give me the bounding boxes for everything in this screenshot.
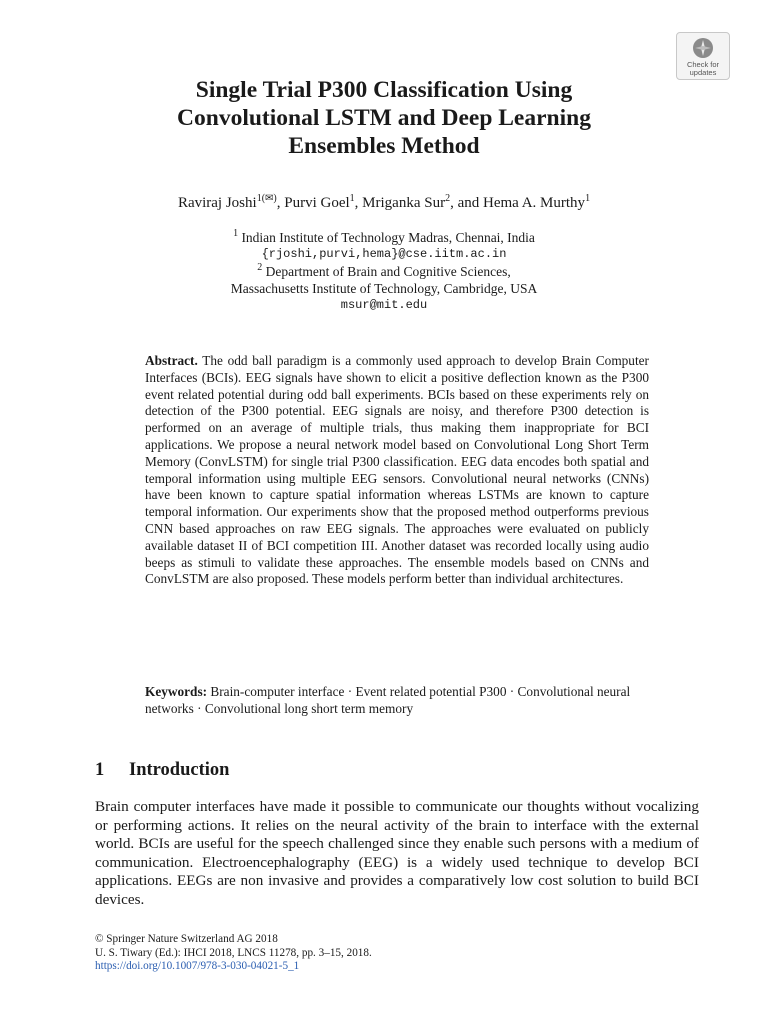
author-name: Purvi Goel xyxy=(284,195,350,211)
section-heading xyxy=(95,760,229,781)
paper-title xyxy=(100,76,668,160)
keywords xyxy=(145,683,649,717)
author-separator: , xyxy=(276,195,285,211)
author-affiliation-mark: 1 xyxy=(349,193,355,204)
affiliation-name-continued: Massachusetts Institute of Technology, Cambridge, USA xyxy=(230,281,538,296)
affiliation-email[interactable]: {rjoshi,purvi,hema}@cse.iitm.ac.in xyxy=(261,247,507,261)
keywords-label: Keywords: xyxy=(145,684,208,699)
keywords-text: Brain-computer interface · Event related potential P300 · Convolutional neural networks · Convolutional long short term memory xyxy=(145,684,631,716)
abstract-label: Abstract. xyxy=(145,353,198,368)
badge-label-line2: updates xyxy=(689,68,717,77)
author-name: Raviraj Joshi xyxy=(177,195,257,211)
author-affiliation-mark: 1 xyxy=(585,193,591,204)
intro-paragraph: Brain computer interfaces have made it possible to communicate our thoughts without vocalizing or performing actions. It relies on the neural activity of the brain to interface with the external world. BCIs are useful for the speech challenged since they enable such persons with a medium of communication. Electroencephalography (EEG) is a widely used technique to develop BCI applications. EEGs are non invasive and provides a comparatively low cost solution to build BCI devices. xyxy=(95,798,699,908)
author-name: Hema A. Murthy xyxy=(482,195,586,211)
affiliation-2 xyxy=(120,263,648,280)
author-affiliation-mark[interactable]: 1(✉) xyxy=(256,193,277,204)
citation-line: U. S. Tiwary (Ed.): IHCI 2018, LNCS 11278, pp. 3–15, 2018. xyxy=(95,946,372,959)
check-for-updates-badge[interactable] xyxy=(676,32,730,80)
footer xyxy=(95,933,372,974)
author-list xyxy=(60,195,708,212)
affiliation-number: 1 xyxy=(233,228,239,239)
doi-link[interactable]: https://doi.org/10.1007/978-3-030-04021-5_1 xyxy=(95,960,300,972)
affiliation-1 xyxy=(120,229,648,246)
author-name: Mriganka Sur xyxy=(362,195,446,211)
abstract-text: The odd ball paradigm is a commonly used approach to develop Brain Computer Interfaces (BCIs). EEG signals have shown to elicit a positive deflection known as the P300 event related potential during odd ball experiments. BCIs based on these experiments rely on detection of the P300 potential. EEG signals are noisy, and therefore P300 detection is performed on an average of multiple trials, thus making them inappropriate for BCI applications. We propose a neural network model based on Convolutional Long Short Term Memory (ConvLSTM) for single trial P300 classification. EEG data encodes both spatial and temporal information using multiple EEG sensors. Convolutional neural networks (CNNs) have been known to capture spatial information whereas LSTMs are known to capture temporal information. Our experiments show that the proposed method outperforms previous CNN based approaches on raw EEG signals. The approaches were evaluated on publicly available dataset II of BCI competition III. Another dataset was recorded locally using audio beeps as stimuli to validate these approaches. The ensemble models based on CNNs and ConvLSTM are also proposed. These models perform better than individual architectures. xyxy=(145,353,649,587)
affiliations xyxy=(120,229,648,314)
copyright-line: © Springer Nature Switzerland AG 2018 xyxy=(95,933,278,945)
title-line: Ensembles Method xyxy=(288,133,480,159)
section-number: 1 xyxy=(95,760,105,780)
affiliation-email[interactable]: msur@mit.edu xyxy=(340,298,428,312)
check-for-updates-icon xyxy=(690,37,716,61)
affiliation-name: Department of Brain and Cognitive Sciences, xyxy=(265,264,511,279)
affiliation-name: Indian Institute of Technology Madras, Chennai, India xyxy=(241,230,535,245)
affiliation-number: 2 xyxy=(257,262,263,273)
abstract xyxy=(145,353,649,588)
title-line: Convolutional LSTM and Deep Learning xyxy=(177,105,591,131)
badge-label-line1: Check for xyxy=(686,60,720,69)
title-line: Single Trial P300 Classification Using xyxy=(195,77,573,103)
section-title: Introduction xyxy=(129,760,230,780)
author-separator: , xyxy=(354,195,363,211)
author-separator: , and xyxy=(450,195,483,211)
author-affiliation-mark: 2 xyxy=(445,193,451,204)
